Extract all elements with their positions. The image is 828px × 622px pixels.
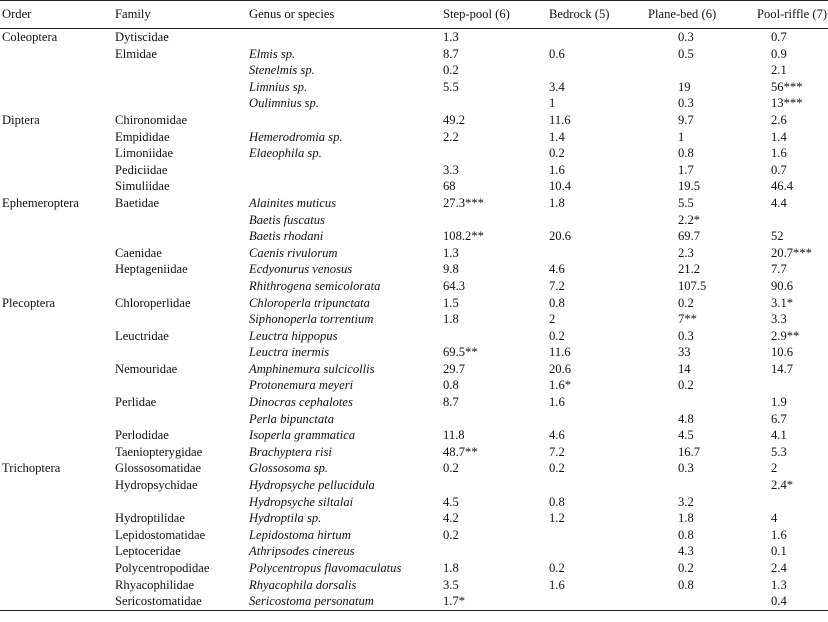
- cell-pool-riffle: 52: [771, 229, 784, 244]
- cell-step-pool: 9.8: [443, 262, 459, 277]
- cell-genus: Hydropsyche pellucidula: [249, 478, 375, 493]
- cell-family: Simuliidae: [115, 179, 170, 194]
- cell-genus: Perla bipunctata: [249, 411, 334, 426]
- cell-pool-riffle: 3.1*: [771, 295, 794, 310]
- header-bedrock: Bedrock (5): [549, 7, 610, 21]
- cell-plane-bed: 107.5: [678, 278, 707, 293]
- table-row: [0, 195, 828, 212]
- cell-step-pool: 3.3: [443, 162, 459, 177]
- cell-bedrock: 2: [549, 312, 556, 327]
- cell-step-pool: 1.8: [443, 561, 459, 575]
- cell-step-pool: 49.2: [443, 112, 466, 127]
- cell-pool-riffle: 4: [771, 511, 778, 526]
- cell-family: Hydroptilidae: [115, 511, 185, 526]
- cell-plane-bed: 1.7: [678, 162, 694, 177]
- cell-step-pool: 27.3***: [443, 195, 484, 210]
- cell-step-pool: 1.7*: [443, 594, 466, 609]
- cell-order: Trichoptera: [2, 461, 61, 476]
- cell-family: Chironomidae: [115, 112, 188, 127]
- cell-pool-riffle: 6.7: [771, 411, 787, 426]
- table-row: [0, 79, 828, 96]
- cell-step-pool: 0.2: [443, 63, 459, 78]
- header-pool-riffle: Pool-riffle (7): [757, 7, 828, 21]
- cell-pool-riffle: 2.6: [771, 112, 787, 127]
- cell-pool-riffle: 90.6: [771, 278, 794, 293]
- cell-order: Plecoptera: [2, 295, 56, 310]
- table-row: [0, 344, 828, 361]
- cell-genus: Baetis fuscatus: [249, 212, 325, 227]
- cell-family: Hydropsychidae: [115, 478, 198, 493]
- cell-plane-bed: 7**: [678, 312, 697, 327]
- cell-plane-bed: 2.2*: [678, 212, 701, 227]
- cell-genus: Rhithrogena semicolorata: [249, 278, 381, 293]
- cell-bedrock: 11.6: [549, 345, 571, 360]
- cell-step-pool: 1.3: [443, 30, 459, 44]
- cell-step-pool: 29.7: [443, 361, 466, 376]
- cell-pool-riffle: 0.9: [771, 46, 787, 61]
- cell-bedrock: 7.2: [549, 278, 565, 293]
- cell-plane-bed: 2.3: [678, 245, 694, 260]
- table-row: [0, 278, 828, 295]
- cell-genus: Siphonoperla torrentium: [249, 312, 374, 327]
- cell-bedrock: 0.2: [549, 561, 565, 575]
- table-row: [0, 178, 828, 195]
- table-row: [0, 377, 828, 394]
- table-row: [0, 444, 828, 461]
- cell-step-pool: 4.2: [443, 511, 459, 526]
- cell-genus: Baetis rhodani: [249, 229, 324, 244]
- cell-pool-riffle: 20.7***: [771, 245, 812, 260]
- cell-genus: Hemerodromia sp.: [249, 129, 343, 144]
- header-step-pool: Step-pool (6): [443, 7, 510, 21]
- table-row: [0, 62, 828, 79]
- cell-pool-riffle: 4.4: [771, 195, 787, 210]
- cell-pool-riffle: 0.7: [771, 30, 787, 44]
- cell-plane-bed: 33: [678, 345, 691, 360]
- table-row: [0, 29, 828, 46]
- cell-pool-riffle: 7.7: [771, 262, 787, 277]
- cell-family: Rhyacophilidae: [115, 577, 195, 592]
- cell-pool-riffle: 2: [771, 461, 778, 476]
- table-row: [0, 577, 828, 594]
- cell-bedrock: 4.6: [549, 262, 565, 277]
- cell-plane-bed: 5.5: [678, 195, 694, 210]
- cell-step-pool: 1.8: [443, 312, 459, 327]
- header-order: Order: [2, 7, 32, 21]
- cell-genus: Chloroperla tripunctata: [249, 295, 370, 310]
- cell-step-pool: 69.5**: [443, 345, 478, 360]
- cell-step-pool: 0.2: [443, 527, 459, 542]
- cell-genus: Elmis sp.: [249, 46, 296, 61]
- cell-family: Pediciidae: [115, 162, 168, 177]
- table-row: [0, 145, 828, 162]
- cell-bedrock: 1.6: [549, 395, 565, 410]
- header-family: Family: [115, 7, 151, 21]
- cell-plane-bed: 4.5: [678, 428, 694, 443]
- cell-genus: Lepidostoma hirtum: [249, 527, 351, 542]
- cell-bedrock: 11.6: [549, 112, 571, 127]
- cell-bedrock: 1.6: [549, 577, 565, 592]
- cell-step-pool: 48.7**: [443, 444, 478, 459]
- cell-pool-riffle: 10.6: [771, 345, 794, 360]
- cell-pool-riffle: 1.4: [771, 129, 787, 144]
- cell-genus: Isoperla grammatica: [249, 428, 355, 443]
- cell-pool-riffle: 0.1: [771, 544, 787, 559]
- cell-pool-riffle: 56***: [771, 79, 803, 94]
- cell-genus: Amphinemura sulcicollis: [249, 361, 375, 376]
- cell-family: Glossosomatidae: [115, 461, 202, 476]
- cell-step-pool: 1.3: [443, 245, 459, 260]
- cell-bedrock: 1.2: [549, 511, 565, 526]
- cell-plane-bed: 0.2: [678, 378, 694, 393]
- table-row: [0, 361, 828, 378]
- cell-genus: Leuctra hippopus: [249, 328, 338, 343]
- cell-genus: Hydropsyche siltalai: [249, 494, 354, 509]
- cell-family: Leuctridae: [115, 328, 169, 343]
- cell-pool-riffle: 5.3: [771, 444, 787, 459]
- cell-step-pool: 2.2: [443, 129, 459, 144]
- cell-pool-riffle: 4.1: [771, 428, 787, 443]
- cell-plane-bed: 0.3: [678, 96, 694, 111]
- cell-pool-riffle: 1.6: [771, 527, 787, 542]
- table-row: [0, 129, 828, 146]
- cell-genus: Athripsodes cinereus: [249, 544, 355, 559]
- table-row: [0, 228, 828, 245]
- cell-family: Chloroperlidae: [115, 295, 191, 310]
- table-row: [0, 295, 828, 312]
- cell-bedrock: 1.6: [549, 162, 565, 177]
- cell-plane-bed: 0.8: [678, 527, 694, 542]
- cell-pool-riffle: 0.4: [771, 594, 787, 609]
- cell-genus: Leuctra inermis: [249, 345, 330, 360]
- cell-step-pool: 5.5: [443, 79, 459, 94]
- table-row: [0, 311, 828, 328]
- cell-step-pool: 108.2**: [443, 229, 484, 244]
- table-row: [0, 95, 828, 112]
- cell-plane-bed: 0.3: [678, 328, 694, 343]
- cell-pool-riffle: 2.4: [771, 561, 787, 575]
- cell-plane-bed: 0.2: [678, 561, 694, 575]
- cell-bedrock: 1.8: [549, 195, 565, 210]
- header-row: [0, 1, 828, 28]
- cell-genus: Elaeophila sp.: [249, 146, 322, 161]
- cell-order: Ephemeroptera: [2, 195, 79, 210]
- cell-genus: Rhyacophila dorsalis: [249, 577, 357, 592]
- cell-step-pool: 1.5: [443, 295, 459, 310]
- cell-plane-bed: 14: [678, 361, 691, 376]
- cell-bedrock: 20.6: [549, 361, 572, 376]
- cell-pool-riffle: 2.4*: [771, 478, 794, 493]
- table-row: [0, 560, 828, 577]
- cell-step-pool: 8.7: [443, 395, 459, 410]
- cell-bedrock: 0.2: [549, 146, 565, 161]
- cell-bedrock: 0.2: [549, 328, 565, 343]
- table-row: [0, 460, 828, 477]
- cell-family: Nemouridae: [115, 361, 178, 376]
- cell-bedrock: 4.6: [549, 428, 565, 443]
- cell-step-pool: 3.5: [443, 577, 459, 592]
- cell-pool-riffle: 14.7: [771, 361, 794, 376]
- cell-step-pool: 11.8: [443, 428, 465, 443]
- cell-step-pool: 4.5: [443, 494, 459, 509]
- cell-genus: Sericostoma personatum: [249, 594, 374, 609]
- cell-genus: Caenis rivulorum: [249, 245, 338, 260]
- cell-pool-riffle: 46.4: [771, 179, 794, 194]
- cell-genus: Glossosoma sp.: [249, 461, 329, 476]
- cell-plane-bed: 16.7: [678, 444, 701, 459]
- cell-family: Baetidae: [115, 195, 160, 210]
- header-genus: Genus or species: [249, 7, 335, 21]
- cell-genus: Alainites muticus: [249, 195, 337, 210]
- table-row: [0, 162, 828, 179]
- table-row: [0, 112, 828, 129]
- bottom-rule: [0, 610, 828, 611]
- table-row: [0, 394, 828, 411]
- cell-family: Caenidae: [115, 245, 162, 260]
- cell-genus: Protonemura meyeri: [249, 378, 354, 393]
- cell-bedrock: 7.2: [549, 444, 565, 459]
- cell-genus: Stenelmis sp.: [249, 63, 315, 78]
- cell-bedrock: 10.4: [549, 179, 572, 194]
- cell-plane-bed: 1.8: [678, 511, 694, 526]
- table-row: [0, 411, 828, 428]
- cell-bedrock: 0.2: [549, 461, 565, 476]
- cell-plane-bed: 19.5: [678, 179, 701, 194]
- cell-family: Leptoceridae: [115, 544, 181, 559]
- cell-order: Diptera: [2, 112, 40, 127]
- cell-family: Elmidae: [115, 46, 157, 61]
- cell-family: Taeniopterygidae: [115, 444, 203, 459]
- cell-bedrock: 3.4: [549, 79, 565, 94]
- cell-pool-riffle: 0.7: [771, 162, 787, 177]
- cell-plane-bed: 69.7: [678, 229, 701, 244]
- table-row: [0, 527, 828, 544]
- cell-genus: Dinocras cephalotes: [249, 395, 353, 410]
- cell-genus: Polycentropus flavomaculatus: [249, 561, 402, 575]
- cell-family: Empididae: [115, 129, 170, 144]
- cell-plane-bed: 19: [678, 79, 691, 94]
- cell-pool-riffle: 1.9: [771, 395, 787, 410]
- cell-plane-bed: 0.5: [678, 46, 694, 61]
- table-row: [0, 427, 828, 444]
- cell-plane-bed: 4.8: [678, 411, 694, 426]
- table-row: [0, 261, 828, 278]
- cell-genus: Hydroptila sp.: [249, 511, 322, 526]
- cell-plane-bed: 4.3: [678, 544, 694, 559]
- cell-genus: Oulimnius sp.: [249, 96, 319, 111]
- cell-family: Polycentropodidae: [115, 561, 210, 575]
- table-row: [0, 212, 828, 229]
- cell-plane-bed: 0.8: [678, 146, 694, 161]
- table-row: [0, 477, 828, 494]
- cell-pool-riffle: 1.6: [771, 146, 787, 161]
- cell-bedrock: 1.6*: [549, 378, 572, 393]
- cell-bedrock: 0.6: [549, 46, 565, 61]
- cell-step-pool: 64.3: [443, 278, 466, 293]
- cell-bedrock: 1.4: [549, 129, 565, 144]
- cell-family: Limoniidae: [115, 146, 174, 161]
- cell-genus: Ecdyonurus venosus: [249, 262, 353, 277]
- cell-pool-riffle: 13***: [771, 96, 803, 111]
- table-body: [0, 29, 828, 610]
- table-row: [0, 494, 828, 511]
- table-row: [0, 328, 828, 345]
- cell-step-pool: 68: [443, 179, 456, 194]
- cell-plane-bed: 0.3: [678, 30, 694, 44]
- cell-step-pool: 0.8: [443, 378, 459, 393]
- table-row: [0, 46, 828, 63]
- cell-family: Perlodidae: [115, 428, 169, 443]
- cell-genus: Limnius sp.: [249, 79, 308, 94]
- cell-bedrock: 0.8: [549, 295, 565, 310]
- cell-pool-riffle: 2.9**: [771, 328, 800, 343]
- cell-step-pool: 8.7: [443, 46, 459, 61]
- cell-family: Heptageniidae: [115, 262, 188, 277]
- cell-order: Coleoptera: [2, 30, 58, 44]
- table-row: [0, 543, 828, 560]
- cell-bedrock: 20.6: [549, 229, 572, 244]
- cell-pool-riffle: 1.3: [771, 577, 787, 592]
- cell-plane-bed: 0.3: [678, 461, 694, 476]
- table-row: [0, 510, 828, 527]
- cell-plane-bed: 0.2: [678, 295, 694, 310]
- cell-plane-bed: 9.7: [678, 112, 694, 127]
- cell-step-pool: 0.2: [443, 461, 459, 476]
- cell-genus: Brachyptera risi: [249, 444, 332, 459]
- cell-family: Perlidae: [115, 395, 157, 410]
- cell-plane-bed: 1: [678, 129, 685, 144]
- cell-family: Dytiscidae: [115, 30, 169, 44]
- cell-plane-bed: 3.2: [678, 494, 694, 509]
- cell-bedrock: 1: [549, 96, 556, 111]
- cell-plane-bed: 0.8: [678, 577, 694, 592]
- table-row: [0, 245, 828, 262]
- cell-pool-riffle: 3.3: [771, 312, 787, 327]
- cell-family: Lepidostomatidae: [115, 527, 206, 542]
- cell-pool-riffle: 2.1: [771, 63, 787, 78]
- header-plane-bed: Plane-bed (6): [648, 7, 717, 21]
- table-row: [0, 593, 828, 610]
- cell-plane-bed: 21.2: [678, 262, 701, 277]
- cell-family: Sericostomatidae: [115, 594, 202, 609]
- cell-bedrock: 0.8: [549, 494, 565, 509]
